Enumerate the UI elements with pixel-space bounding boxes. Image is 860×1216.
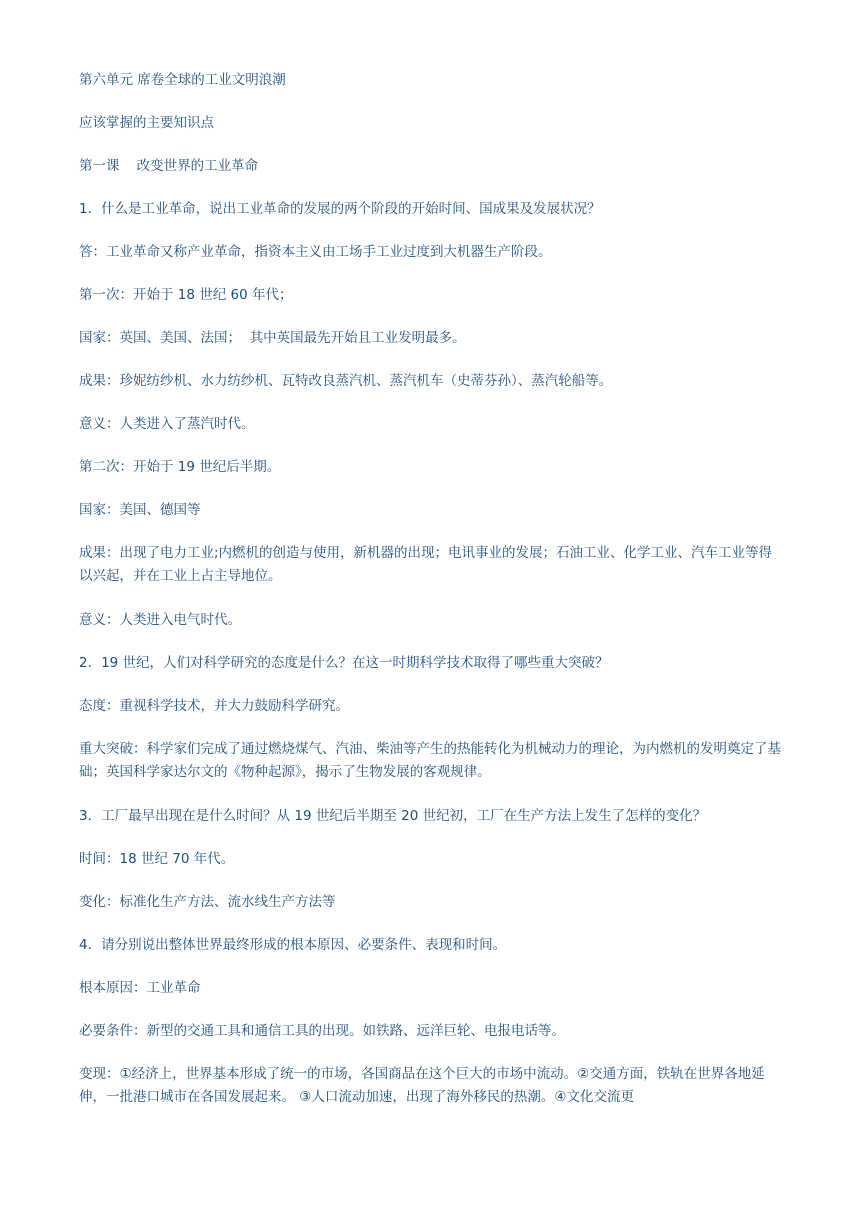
answer-paragraph: 成果：珍妮纺纱机、水力纺纱机、瓦特改良蒸汽机、蒸汽机车（史蒂芬孙）、蒸汽轮船等。 — [79, 373, 613, 389]
answer-paragraph: 意义：人类进入电气时代。 — [79, 612, 241, 628]
answer-paragraph: 根本原因：工业革命 — [79, 980, 201, 996]
answer-paragraph: 第一次：开始于 18 世纪 60 年代； — [79, 287, 293, 303]
answer-paragraph: 第二次：开始于 19 世纪后半期。 — [79, 459, 281, 475]
answer-paragraph: 变现：①经济上，世界基本形成了统一的市场，各国商品在这个巨大的市场中流动。②交通方面，铁轨在世界各地延伸，一批港口城市在各国发展起来。 ③人口流动加速，出现了海外移民的热潮。④文化交流更 — [79, 1066, 765, 1105]
section-heading: 应该掌握的主要知识点 — [79, 115, 214, 131]
answer-paragraph: 意义：人类进入了蒸汽时代。 — [79, 416, 255, 432]
question-2: 2．19 世纪，人们对科学研究的态度是什么？在这一时期科学技术取得了哪些重大突破？ — [79, 655, 609, 671]
answer-paragraph: 态度：重视科学技术，并大力鼓励科学研究。 — [79, 698, 349, 714]
unit-title: 第六单元 席卷全球的工业文明浪潮 — [79, 72, 286, 88]
document-body — [79, 69, 784, 1109]
question-3: 3．工厂最早出现在是什么时间？从 19 世纪后半期至 20 世纪初，工厂在生产方法上发生了怎样的变化？ — [79, 808, 707, 824]
question-1: 1．什么是工业革命，说出工业革命的发展的两个阶段的开始时间、国成果及发展状况？ — [79, 201, 601, 217]
answer-paragraph: 变化：标准化生产方法、流水线生产方法等 — [79, 894, 336, 910]
answer-paragraph: 必要条件：新型的交通工具和通信工具的出现。如铁路、远洋巨轮、电报电话等。 — [79, 1023, 565, 1039]
answer-paragraph: 国家：美国、德国等 — [79, 502, 201, 518]
answer-paragraph: 重大突破：科学家们完成了通过燃烧煤气、汽油、柴油等产生的热能转化为机械动力的理论，为内燃机的发明奠定了基础；英国科学家达尔文的《物种起源》，揭示了生物发展的客观规律。 — [79, 741, 781, 780]
lesson-title: 第一课 改变世界的工业革命 — [79, 158, 259, 174]
answer-paragraph: 国家：英国、美国、法国； 其中英国最先开始且工业发明最多。 — [79, 330, 466, 346]
answer-paragraph: 成果：出现了电力工业;内燃机的创造与使用，新机器的出现；电讯事业的发展；石油工业、化学工业、汽车工业等得以兴起，并在工业上占主导地位。 — [79, 545, 773, 584]
answer-paragraph: 答：工业革命又称产业革命，指资本主义由工场手工业过度到大机器生产阶段。 — [79, 244, 552, 260]
answer-paragraph: 时间：18 世纪 70 年代。 — [79, 851, 235, 867]
question-4: 4．请分别说出整体世界最终形成的根本原因、必要条件、表现和时间。 — [79, 937, 507, 953]
